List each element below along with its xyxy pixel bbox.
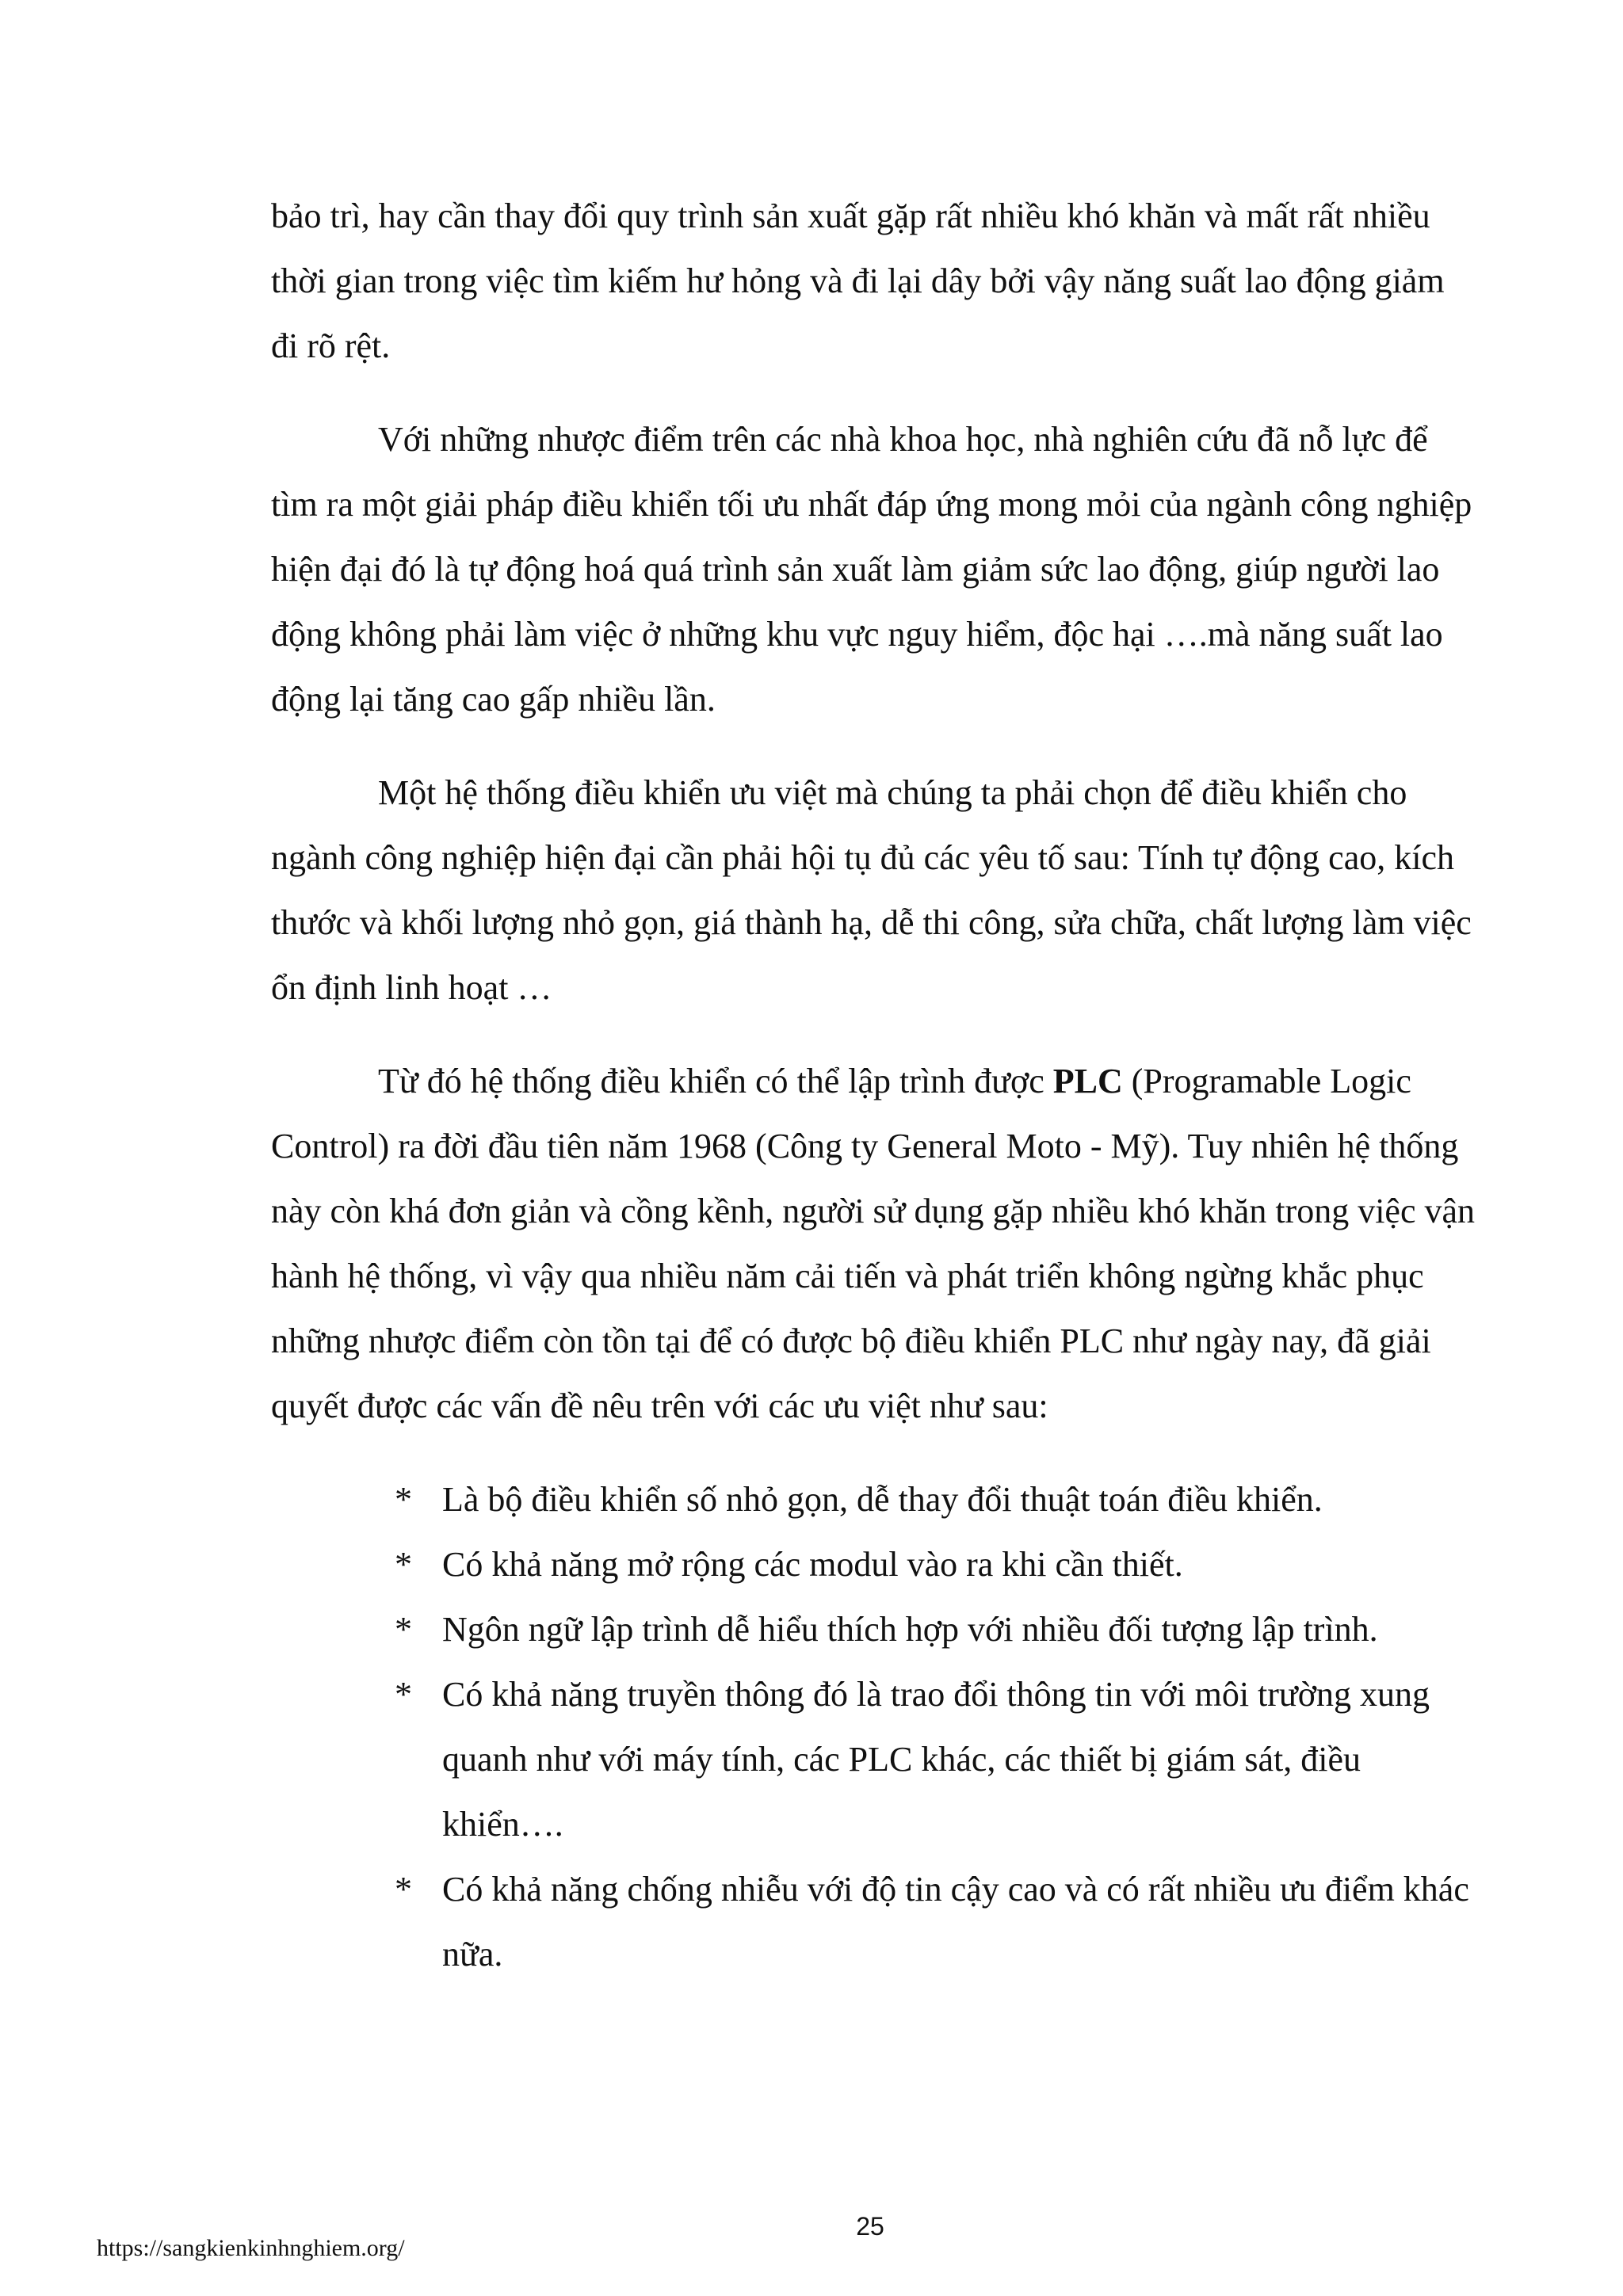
list-item-text: Là bộ điều khiển số nhỏ gọn, dễ thay đổi thuật toán điều khiển. bbox=[442, 1480, 1323, 1519]
paragraph-4-lead: Từ đó hệ thống điều khiển có thể lập trình được bbox=[378, 1062, 1053, 1100]
bullet-marker: * bbox=[395, 1545, 412, 1584]
list-item bbox=[271, 1597, 1476, 1662]
list-item-text: Có khả năng chống nhiễu với độ tin cậy cao và có rất nhiều ưu điểm khác nữa. bbox=[442, 1870, 1469, 1974]
paragraph-3: Một hệ thống điều khiển ưu việt mà chúng ta phải chọn để điều khiển cho ngành công nghiệp hiện đại cần phải hội tụ đủ các yêu tố sau: Tính tự động cao, kích thước và khối lượng nhỏ gọn, giá thành hạ, dễ thi công, sửa chữa, chất lượng làm việc ổn định linh hoạt … bbox=[271, 773, 1472, 1007]
list-item bbox=[271, 1467, 1476, 1532]
plc-term: PLC bbox=[1052, 1062, 1123, 1100]
bullet-marker: * bbox=[395, 1610, 412, 1649]
bullet-marker: * bbox=[395, 1675, 412, 1714]
paragraph-4-rest: (Programable Logic Control) ra đời đầu tiên năm 1968 (Công ty General Moto - Mỹ). Tuy nhiên hệ thống này còn khá đơn giản và cồng kềnh, người sử dụng gặp nhiều khó khăn trong việc vận hành hệ thống, vì vậy qua nhiều năm cải tiến và phát triển không ngừng khắc phục những nhược điểm còn tồn tại để có được bộ điều khiển PLC như ngày nay, đã giải quyết được các vấn đề nêu trên với các ưu việt như sau: bbox=[271, 1062, 1476, 1425]
list-item bbox=[271, 1857, 1476, 1987]
list-item-text: Có khả năng truyền thông đó là trao đổi thông tin với môi trường xung quanh như với máy tính, các PLC khác, các thiết bị giám sát, điều khiển…. bbox=[442, 1675, 1430, 1844]
bullet-marker: * bbox=[395, 1870, 412, 1909]
list-item bbox=[271, 1662, 1476, 1857]
list-item-text: Có khả năng mở rộng các modul vào ra khi cần thiết. bbox=[442, 1545, 1183, 1584]
footer-url-link[interactable]: https://sangkienkinhnghiem.org/ bbox=[97, 2235, 405, 2261]
paragraph-1: bảo trì, hay cần thay đổi quy trình sản xuất gặp rất nhiều khó khăn và mất rất nhiều thời gian trong việc tìm kiếm hư hỏng và đi lại dây bởi vậy năng suất lao động giảm đi rõ rệt. bbox=[271, 196, 1445, 365]
list-item-text: Ngôn ngữ lập trình dễ hiểu thích hợp với nhiều đối tượng lập trình. bbox=[442, 1610, 1378, 1649]
paragraph-2: Với những nhược điểm trên các nhà khoa học, nhà nghiên cứu đã nỗ lực để tìm ra một giải pháp điều khiển tối ưu nhất đáp ứng mong mỏi của ngành công nghiệp hiện đại đó là tự động hoá quá trình sản xuất làm giảm sức lao động, giúp người lao động không phải làm việc ở những khu vực nguy hiểm, độc hại ….mà năng suất lao động lại tăng cao gấp nhiều lần. bbox=[271, 420, 1472, 719]
page-number: 25 bbox=[856, 2212, 884, 2241]
list-item bbox=[271, 1532, 1476, 1597]
bullet-marker: * bbox=[395, 1480, 412, 1519]
paragraph-4 bbox=[271, 1049, 1476, 1439]
advantages-list bbox=[271, 1467, 1476, 1987]
document-body bbox=[271, 184, 1476, 1987]
